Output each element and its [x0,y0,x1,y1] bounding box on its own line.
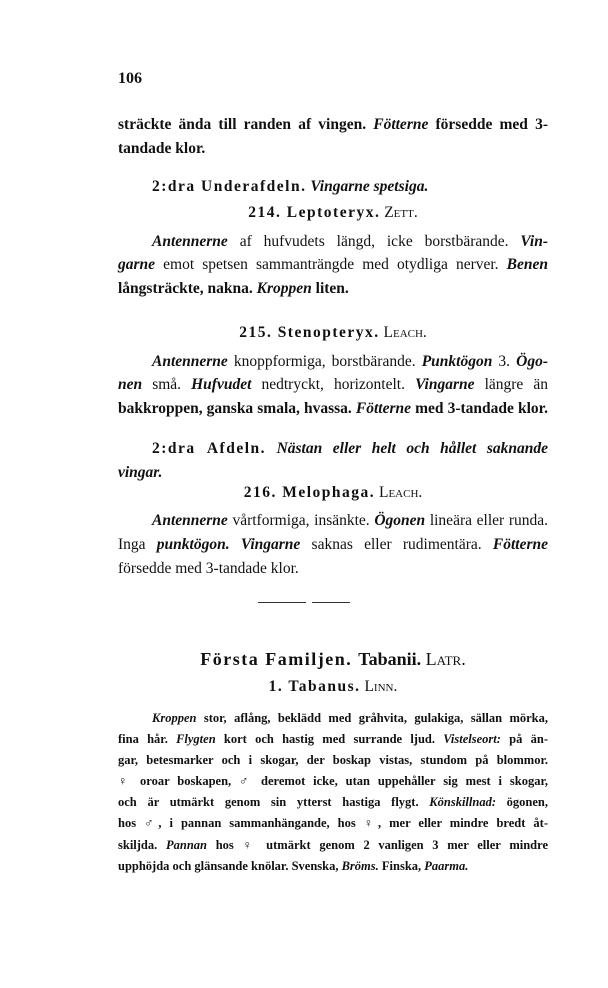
italic-term: Ögonen [374,512,426,529]
text-segment: hos ♂, i pannan sammanhängande, hos ♀, mer eller mindre bredt åt- [118,816,548,830]
text-segment: ♀ oroar boskapen, ♂ deremot icke, utan uppehåller sig mest i skogar, [118,774,548,788]
text-segment: Inga [118,536,157,553]
text-segment: Leach. [383,324,427,341]
text-line [118,774,548,789]
text-line [118,280,548,298]
italic-term: punktögon. [156,536,230,553]
text-line [118,711,548,726]
text-segment: gar, betesmarker och i skogar, der boskap vistas, stundom på blommor. [118,753,548,767]
italic-term: Vingarne [240,536,301,553]
italic-term: Ögo- [516,353,549,370]
italic-term: Flygten [176,732,216,746]
text-line [118,753,548,768]
text-segment: hos ♀ utmärkt genom 2 vanligen 3 mer eller mindre [206,838,548,852]
heading-line [118,178,548,196]
text-segment: bakkroppen, ganska smala, hvassa. [118,400,356,417]
italic-term: Kroppen [256,280,312,297]
text-line [118,560,548,578]
text-segment: Tabanii. [358,649,422,669]
heading-line [118,324,548,342]
text-segment: 2:dra Afdeln. [152,440,267,457]
text-segment: liten. [311,280,349,297]
section-divider-right [312,602,350,603]
text-segment: saknas eller rudimentära. [300,536,493,553]
text-segment: 2:dra Underafdeln. [152,178,307,195]
heading-line [118,678,548,696]
text-segment: skiljda. [118,838,166,852]
text-segment: kort och hastig med surrande ljud. [215,732,444,746]
italic-term: vingar. [118,464,163,481]
italic-term: Antennerne [152,233,228,250]
text-segment: med 3-tandade klor. [411,400,548,417]
italic-term: Nästan eller helt och hållet saknande [276,440,549,457]
italic-term: Pannan [165,838,207,852]
italic-term: nen [118,376,143,393]
italic-term: Antennerne [152,353,228,370]
italic-term: Vingarne spetsiga. [310,178,429,195]
text-segment: Zett. [384,204,418,221]
italic-term: Könskillnad: [429,795,496,809]
heading-line [118,484,548,502]
heading-line [118,440,548,458]
text-line [118,233,548,251]
text-segment [266,440,277,457]
heading-line [118,204,548,222]
text-segment: 3. [492,353,517,370]
text-segment: försedde med 3-tandade klor. [118,560,299,577]
italic-term: garne [118,256,156,273]
text-line [118,376,548,394]
text-line [118,140,548,158]
text-segment: vårtformiga, insänkte. [227,512,375,529]
text-segment: långsträckte, nakna. [118,280,257,297]
text-segment: af hufvudets längd, icke borstbärande. [227,233,521,250]
italic-term: Punktögon [421,353,493,370]
section-divider [258,602,306,603]
text-line [118,464,548,482]
italic-term: Antennerne [152,512,228,529]
text-line [118,256,548,274]
text-segment: Finska, [378,859,425,873]
text-segment: ögonen, [495,795,548,809]
text-segment: 215. Stenopteryx. [239,324,380,341]
text-segment: knoppformiga, borstbärande. [227,353,422,370]
text-segment [230,536,241,553]
text-segment: längre än [474,376,549,393]
text-segment: Linn. [364,678,398,695]
text-line [118,116,548,134]
text-segment: försedde med 3- [428,116,548,133]
text-segment: och är utmärkt genom sin ytterst hastiga flygt. [118,795,430,809]
text-line [118,838,548,853]
text-line [118,816,548,831]
italic-term: Paarma. [424,859,469,873]
italic-term: Fötterne [355,400,411,417]
text-segment: 216. Melophaga. [243,484,376,501]
text-segment: 214. Leptoteryx. [248,204,381,221]
text-segment: tandade klor. [118,140,206,157]
italic-term: Hufvudet [191,376,252,393]
text-segment: lineära eller runda. [425,512,548,529]
heading-line [118,650,548,668]
text-segment: på än- [500,732,548,746]
text-segment: 1. Tabanus. [268,678,361,695]
italic-term: Vin- [520,233,548,250]
italic-term: Bröms. [341,859,379,873]
text-segment: små. [142,376,192,393]
text-line [118,512,548,530]
italic-term: Kroppen [152,711,197,725]
text-line [118,400,548,418]
italic-term: Fötterne [373,116,429,133]
page-number: 106 [118,70,142,87]
text-segment: stor, aflång, beklädd med gråhvita, gulakiga, sällan mörka, [196,711,548,725]
text-segment: sträckte ända till randen af vingen. [118,116,374,133]
text-line [118,536,548,554]
text-segment: upphöjda och glänsande knölar. Svenska, [118,859,342,873]
text-line [118,732,548,747]
italic-term: Vistelseort: [443,732,501,746]
text-line [118,353,548,371]
text-segment: Första Familjen. [200,649,359,669]
italic-term: Benen [506,256,548,273]
text-segment: Latr. [425,649,466,669]
text-segment: emot spetsen sammanträngde med otydliga nerver. [155,256,507,273]
italic-term: Fötterne [492,536,549,553]
text-segment: nedtryckt, horizontelt. [251,376,416,393]
text-segment: fina hår. [118,732,177,746]
text-line [118,859,548,874]
text-segment: Leach. [379,484,423,501]
italic-term: Vingarne [415,376,475,393]
text-line [118,795,548,810]
